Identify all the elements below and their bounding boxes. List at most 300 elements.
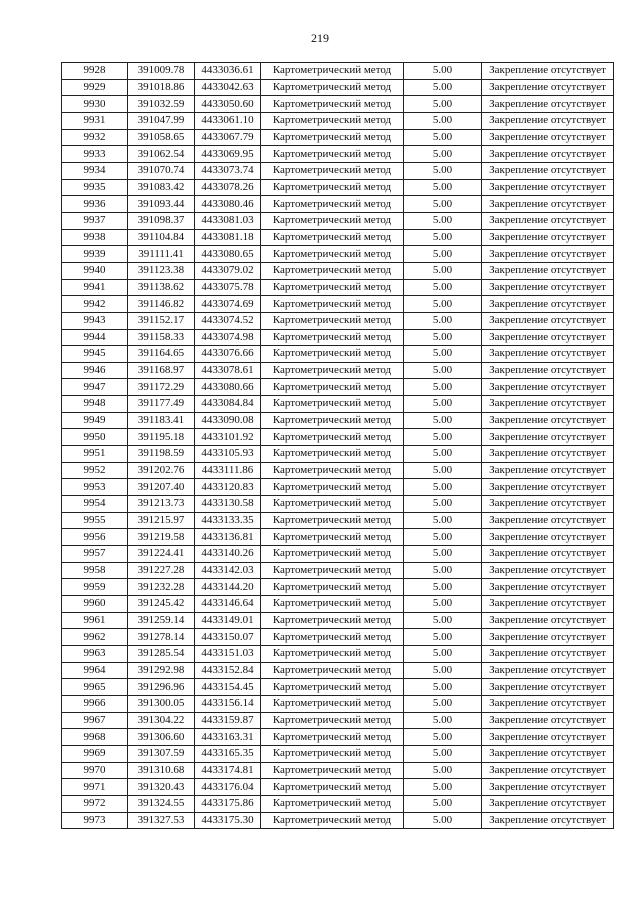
fixation-cell: Закрепление отсутствует bbox=[482, 512, 614, 529]
point-number-cell: 9944 bbox=[62, 329, 128, 346]
method-cell: Картометрический метод bbox=[261, 762, 404, 779]
fixation-cell: Закрепление отсутствует bbox=[482, 262, 614, 279]
page-number: 219 bbox=[311, 31, 329, 45]
fixation-cell: Закрепление отсутствует bbox=[482, 112, 614, 129]
point-number-cell: 9951 bbox=[62, 446, 128, 463]
accuracy-cell: 5.00 bbox=[404, 63, 482, 80]
method-cell: Картометрический метод bbox=[261, 512, 404, 529]
point-number-cell: 9965 bbox=[62, 679, 128, 696]
accuracy-cell: 5.00 bbox=[404, 745, 482, 762]
fixation-cell: Закрепление отсутствует bbox=[482, 329, 614, 346]
accuracy-cell: 5.00 bbox=[404, 229, 482, 246]
fixation-cell: Закрепление отсутствует bbox=[482, 662, 614, 679]
y-coordinate-cell: 4433080.65 bbox=[195, 246, 261, 263]
x-coordinate-cell: 391070.74 bbox=[128, 162, 195, 179]
point-number-cell: 9956 bbox=[62, 529, 128, 546]
method-cell: Картометрический метод bbox=[261, 162, 404, 179]
fixation-cell: Закрепление отсутствует bbox=[482, 629, 614, 646]
fixation-cell: Закрепление отсутствует bbox=[482, 246, 614, 263]
table-row bbox=[62, 396, 614, 413]
point-number-cell: 9948 bbox=[62, 396, 128, 413]
point-number-cell: 9967 bbox=[62, 712, 128, 729]
fixation-cell: Закрепление отсутствует bbox=[482, 729, 614, 746]
accuracy-cell: 5.00 bbox=[404, 512, 482, 529]
x-coordinate-cell: 391164.65 bbox=[128, 346, 195, 363]
accuracy-cell: 5.00 bbox=[404, 429, 482, 446]
accuracy-cell: 5.00 bbox=[404, 679, 482, 696]
method-cell: Картометрический метод bbox=[261, 562, 404, 579]
method-cell: Картометрический метод bbox=[261, 179, 404, 196]
point-number-cell: 9971 bbox=[62, 779, 128, 796]
method-cell: Картометрический метод bbox=[261, 429, 404, 446]
y-coordinate-cell: 4433130.58 bbox=[195, 496, 261, 513]
method-cell: Картометрический метод bbox=[261, 795, 404, 812]
point-number-cell: 9969 bbox=[62, 745, 128, 762]
y-coordinate-cell: 4433090.08 bbox=[195, 412, 261, 429]
accuracy-cell: 5.00 bbox=[404, 729, 482, 746]
point-number-cell: 9932 bbox=[62, 129, 128, 146]
x-coordinate-cell: 391146.82 bbox=[128, 296, 195, 313]
point-number-cell: 9958 bbox=[62, 562, 128, 579]
y-coordinate-cell: 4433036.61 bbox=[195, 63, 261, 80]
fixation-cell: Закрепление отсутствует bbox=[482, 479, 614, 496]
x-coordinate-cell: 391306.60 bbox=[128, 729, 195, 746]
accuracy-cell: 5.00 bbox=[404, 112, 482, 129]
method-cell: Картометрический метод bbox=[261, 695, 404, 712]
fixation-cell: Закрепление отсутствует bbox=[482, 162, 614, 179]
fixation-cell: Закрепление отсутствует bbox=[482, 362, 614, 379]
y-coordinate-cell: 4433142.03 bbox=[195, 562, 261, 579]
fixation-cell: Закрепление отсутствует bbox=[482, 196, 614, 213]
x-coordinate-cell: 391304.22 bbox=[128, 712, 195, 729]
point-number-cell: 9949 bbox=[62, 412, 128, 429]
method-cell: Картометрический метод bbox=[261, 546, 404, 563]
fixation-cell: Закрепление отсутствует bbox=[482, 529, 614, 546]
method-cell: Картометрический метод bbox=[261, 346, 404, 363]
method-cell: Картометрический метод bbox=[261, 645, 404, 662]
accuracy-cell: 5.00 bbox=[404, 96, 482, 113]
fixation-cell: Закрепление отсутствует bbox=[482, 279, 614, 296]
method-cell: Картометрический метод bbox=[261, 812, 404, 829]
fixation-cell: Закрепление отсутствует bbox=[482, 412, 614, 429]
fixation-cell: Закрепление отсутствует bbox=[482, 762, 614, 779]
accuracy-cell: 5.00 bbox=[404, 579, 482, 596]
table-row bbox=[62, 179, 614, 196]
y-coordinate-cell: 4433080.46 bbox=[195, 196, 261, 213]
y-coordinate-cell: 4433074.69 bbox=[195, 296, 261, 313]
x-coordinate-cell: 391232.28 bbox=[128, 579, 195, 596]
x-coordinate-cell: 391009.78 bbox=[128, 63, 195, 80]
point-number-cell: 9947 bbox=[62, 379, 128, 396]
x-coordinate-cell: 391224.41 bbox=[128, 546, 195, 563]
fixation-cell: Закрепление отсутствует bbox=[482, 596, 614, 613]
x-coordinate-cell: 391062.54 bbox=[128, 146, 195, 163]
method-cell: Картометрический метод bbox=[261, 146, 404, 163]
x-coordinate-cell: 391213.73 bbox=[128, 496, 195, 513]
point-number-cell: 9960 bbox=[62, 596, 128, 613]
y-coordinate-cell: 4433073.74 bbox=[195, 162, 261, 179]
fixation-cell: Закрепление отсутствует bbox=[482, 745, 614, 762]
accuracy-cell: 5.00 bbox=[404, 412, 482, 429]
y-coordinate-cell: 4433159.87 bbox=[195, 712, 261, 729]
table-row bbox=[62, 346, 614, 363]
y-coordinate-cell: 4433120.83 bbox=[195, 479, 261, 496]
accuracy-cell: 5.00 bbox=[404, 79, 482, 96]
fixation-cell: Закрепление отсутствует bbox=[482, 496, 614, 513]
y-coordinate-cell: 4433175.86 bbox=[195, 795, 261, 812]
y-coordinate-cell: 4433151.03 bbox=[195, 645, 261, 662]
fixation-cell: Закрепление отсутствует bbox=[482, 645, 614, 662]
point-number-cell: 9931 bbox=[62, 112, 128, 129]
method-cell: Картометрический метод bbox=[261, 679, 404, 696]
x-coordinate-cell: 391259.14 bbox=[128, 612, 195, 629]
y-coordinate-cell: 4433156.14 bbox=[195, 695, 261, 712]
point-number-cell: 9968 bbox=[62, 729, 128, 746]
method-cell: Картометрический метод bbox=[261, 729, 404, 746]
point-number-cell: 9970 bbox=[62, 762, 128, 779]
y-coordinate-cell: 4433074.98 bbox=[195, 329, 261, 346]
accuracy-cell: 5.00 bbox=[404, 795, 482, 812]
accuracy-cell: 5.00 bbox=[404, 712, 482, 729]
method-cell: Картометрический метод bbox=[261, 362, 404, 379]
accuracy-cell: 5.00 bbox=[404, 695, 482, 712]
accuracy-cell: 5.00 bbox=[404, 346, 482, 363]
accuracy-cell: 5.00 bbox=[404, 612, 482, 629]
point-number-cell: 9942 bbox=[62, 296, 128, 313]
x-coordinate-cell: 391327.53 bbox=[128, 812, 195, 829]
point-number-cell: 9929 bbox=[62, 79, 128, 96]
table-row bbox=[62, 296, 614, 313]
table-row bbox=[62, 379, 614, 396]
table-row bbox=[62, 479, 614, 496]
y-coordinate-cell: 4433050.60 bbox=[195, 96, 261, 113]
x-coordinate-cell: 391320.43 bbox=[128, 779, 195, 796]
x-coordinate-cell: 391310.68 bbox=[128, 762, 195, 779]
method-cell: Картометрический метод bbox=[261, 446, 404, 463]
accuracy-cell: 5.00 bbox=[404, 479, 482, 496]
y-coordinate-cell: 4433061.10 bbox=[195, 112, 261, 129]
accuracy-cell: 5.00 bbox=[404, 529, 482, 546]
table-row bbox=[62, 96, 614, 113]
table-row bbox=[62, 629, 614, 646]
method-cell: Картометрический метод bbox=[261, 612, 404, 629]
table-row bbox=[62, 579, 614, 596]
table-row bbox=[62, 695, 614, 712]
x-coordinate-cell: 391195.18 bbox=[128, 429, 195, 446]
x-coordinate-cell: 391296.96 bbox=[128, 679, 195, 696]
x-coordinate-cell: 391177.49 bbox=[128, 396, 195, 413]
point-number-cell: 9954 bbox=[62, 496, 128, 513]
point-number-cell: 9937 bbox=[62, 212, 128, 229]
table-row bbox=[62, 112, 614, 129]
accuracy-cell: 5.00 bbox=[404, 496, 482, 513]
table-row bbox=[62, 229, 614, 246]
table-row bbox=[62, 162, 614, 179]
method-cell: Картометрический метод bbox=[261, 779, 404, 796]
fixation-cell: Закрепление отсутствует bbox=[482, 129, 614, 146]
point-number-cell: 9952 bbox=[62, 462, 128, 479]
accuracy-cell: 5.00 bbox=[404, 645, 482, 662]
table-row bbox=[62, 596, 614, 613]
fixation-cell: Закрепление отсутствует bbox=[482, 812, 614, 829]
fixation-cell: Закрепление отсутствует bbox=[482, 795, 614, 812]
x-coordinate-cell: 391198.59 bbox=[128, 446, 195, 463]
fixation-cell: Закрепление отсутствует bbox=[482, 712, 614, 729]
point-number-cell: 9953 bbox=[62, 479, 128, 496]
accuracy-cell: 5.00 bbox=[404, 296, 482, 313]
method-cell: Картометрический метод bbox=[261, 462, 404, 479]
fixation-cell: Закрепление отсутствует bbox=[482, 146, 614, 163]
fixation-cell: Закрепление отсутствует bbox=[482, 229, 614, 246]
method-cell: Картометрический метод bbox=[261, 112, 404, 129]
accuracy-cell: 5.00 bbox=[404, 812, 482, 829]
table-row bbox=[62, 79, 614, 96]
table-row bbox=[62, 795, 614, 812]
x-coordinate-cell: 391278.14 bbox=[128, 629, 195, 646]
x-coordinate-cell: 391152.17 bbox=[128, 312, 195, 329]
y-coordinate-cell: 4433080.66 bbox=[195, 379, 261, 396]
y-coordinate-cell: 4433165.35 bbox=[195, 745, 261, 762]
method-cell: Картометрический метод bbox=[261, 396, 404, 413]
accuracy-cell: 5.00 bbox=[404, 329, 482, 346]
table-row bbox=[62, 679, 614, 696]
fixation-cell: Закрепление отсутствует bbox=[482, 462, 614, 479]
y-coordinate-cell: 4433084.84 bbox=[195, 396, 261, 413]
fixation-cell: Закрепление отсутствует bbox=[482, 695, 614, 712]
method-cell: Картометрический метод bbox=[261, 212, 404, 229]
y-coordinate-cell: 4433078.61 bbox=[195, 362, 261, 379]
table-row bbox=[62, 429, 614, 446]
y-coordinate-cell: 4433133.35 bbox=[195, 512, 261, 529]
point-number-cell: 9945 bbox=[62, 346, 128, 363]
x-coordinate-cell: 391219.58 bbox=[128, 529, 195, 546]
y-coordinate-cell: 4433154.45 bbox=[195, 679, 261, 696]
fixation-cell: Закрепление отсутствует bbox=[482, 179, 614, 196]
fixation-cell: Закрепление отсутствует bbox=[482, 562, 614, 579]
x-coordinate-cell: 391032.59 bbox=[128, 96, 195, 113]
y-coordinate-cell: 4433076.66 bbox=[195, 346, 261, 363]
fixation-cell: Закрепление отсутствует bbox=[482, 429, 614, 446]
table-row bbox=[62, 362, 614, 379]
accuracy-cell: 5.00 bbox=[404, 246, 482, 263]
fixation-cell: Закрепление отсутствует bbox=[482, 212, 614, 229]
x-coordinate-cell: 391168.97 bbox=[128, 362, 195, 379]
method-cell: Картометрический метод bbox=[261, 712, 404, 729]
x-coordinate-cell: 391104.84 bbox=[128, 229, 195, 246]
fixation-cell: Закрепление отсутствует bbox=[482, 296, 614, 313]
accuracy-cell: 5.00 bbox=[404, 462, 482, 479]
table-row bbox=[62, 712, 614, 729]
method-cell: Картометрический метод bbox=[261, 596, 404, 613]
fixation-cell: Закрепление отсутствует bbox=[482, 96, 614, 113]
accuracy-cell: 5.00 bbox=[404, 629, 482, 646]
y-coordinate-cell: 4433078.26 bbox=[195, 179, 261, 196]
table-row bbox=[62, 329, 614, 346]
point-number-cell: 9946 bbox=[62, 362, 128, 379]
table-row bbox=[62, 745, 614, 762]
point-number-cell: 9940 bbox=[62, 262, 128, 279]
y-coordinate-cell: 4433149.01 bbox=[195, 612, 261, 629]
table-row bbox=[62, 446, 614, 463]
table-row bbox=[62, 496, 614, 513]
y-coordinate-cell: 4433175.30 bbox=[195, 812, 261, 829]
x-coordinate-cell: 391183.41 bbox=[128, 412, 195, 429]
x-coordinate-cell: 391138.62 bbox=[128, 279, 195, 296]
method-cell: Картометрический метод bbox=[261, 296, 404, 313]
accuracy-cell: 5.00 bbox=[404, 396, 482, 413]
accuracy-cell: 5.00 bbox=[404, 146, 482, 163]
point-number-cell: 9928 bbox=[62, 63, 128, 80]
x-coordinate-cell: 391245.42 bbox=[128, 596, 195, 613]
fixation-cell: Закрепление отсутствует bbox=[482, 546, 614, 563]
accuracy-cell: 5.00 bbox=[404, 212, 482, 229]
fixation-cell: Закрепление отсутствует bbox=[482, 346, 614, 363]
y-coordinate-cell: 4433069.95 bbox=[195, 146, 261, 163]
accuracy-cell: 5.00 bbox=[404, 362, 482, 379]
y-coordinate-cell: 4433174.81 bbox=[195, 762, 261, 779]
table-row bbox=[62, 612, 614, 629]
y-coordinate-cell: 4433163.31 bbox=[195, 729, 261, 746]
fixation-cell: Закрепление отсутствует bbox=[482, 396, 614, 413]
table-row bbox=[62, 63, 614, 80]
table-row bbox=[62, 529, 614, 546]
y-coordinate-cell: 4433067.79 bbox=[195, 129, 261, 146]
method-cell: Картометрический метод bbox=[261, 312, 404, 329]
method-cell: Картометрический метод bbox=[261, 96, 404, 113]
point-number-cell: 9936 bbox=[62, 196, 128, 213]
y-coordinate-cell: 4433042.63 bbox=[195, 79, 261, 96]
method-cell: Картометрический метод bbox=[261, 262, 404, 279]
point-number-cell: 9938 bbox=[62, 229, 128, 246]
accuracy-cell: 5.00 bbox=[404, 662, 482, 679]
x-coordinate-cell: 391093.44 bbox=[128, 196, 195, 213]
table-row bbox=[62, 546, 614, 563]
y-coordinate-cell: 4433140.26 bbox=[195, 546, 261, 563]
point-number-cell: 9961 bbox=[62, 612, 128, 629]
table-row bbox=[62, 246, 614, 263]
accuracy-cell: 5.00 bbox=[404, 262, 482, 279]
y-coordinate-cell: 4433075.78 bbox=[195, 279, 261, 296]
fixation-cell: Закрепление отсутствует bbox=[482, 612, 614, 629]
table-row bbox=[62, 512, 614, 529]
accuracy-cell: 5.00 bbox=[404, 596, 482, 613]
method-cell: Картометрический метод bbox=[261, 196, 404, 213]
method-cell: Картометрический метод bbox=[261, 529, 404, 546]
fixation-cell: Закрепление отсутствует bbox=[482, 79, 614, 96]
method-cell: Картометрический метод bbox=[261, 329, 404, 346]
accuracy-cell: 5.00 bbox=[404, 279, 482, 296]
table-row bbox=[62, 729, 614, 746]
y-coordinate-cell: 4433150.07 bbox=[195, 629, 261, 646]
accuracy-cell: 5.00 bbox=[404, 562, 482, 579]
accuracy-cell: 5.00 bbox=[404, 312, 482, 329]
point-number-cell: 9963 bbox=[62, 645, 128, 662]
x-coordinate-cell: 391172.29 bbox=[128, 379, 195, 396]
point-number-cell: 9943 bbox=[62, 312, 128, 329]
x-coordinate-cell: 391123.38 bbox=[128, 262, 195, 279]
y-coordinate-cell: 4433111.86 bbox=[195, 462, 261, 479]
fixation-cell: Закрепление отсутствует bbox=[482, 679, 614, 696]
x-coordinate-cell: 391158.33 bbox=[128, 329, 195, 346]
table-row bbox=[62, 779, 614, 796]
accuracy-cell: 5.00 bbox=[404, 779, 482, 796]
table-row bbox=[62, 662, 614, 679]
x-coordinate-cell: 391215.97 bbox=[128, 512, 195, 529]
method-cell: Картометрический метод bbox=[261, 246, 404, 263]
method-cell: Картометрический метод bbox=[261, 129, 404, 146]
table-row bbox=[62, 129, 614, 146]
point-number-cell: 9972 bbox=[62, 795, 128, 812]
y-coordinate-cell: 4433074.52 bbox=[195, 312, 261, 329]
fixation-cell: Закрепление отсутствует bbox=[482, 579, 614, 596]
x-coordinate-cell: 391018.86 bbox=[128, 79, 195, 96]
point-number-cell: 9941 bbox=[62, 279, 128, 296]
table-row bbox=[62, 279, 614, 296]
x-coordinate-cell: 391307.59 bbox=[128, 745, 195, 762]
fixation-cell: Закрепление отсутствует bbox=[482, 446, 614, 463]
point-number-cell: 9964 bbox=[62, 662, 128, 679]
fixation-cell: Закрепление отсутствует bbox=[482, 312, 614, 329]
table-row bbox=[62, 212, 614, 229]
accuracy-cell: 5.00 bbox=[404, 762, 482, 779]
y-coordinate-cell: 4433136.81 bbox=[195, 529, 261, 546]
point-number-cell: 9955 bbox=[62, 512, 128, 529]
point-number-cell: 9959 bbox=[62, 579, 128, 596]
method-cell: Картометрический метод bbox=[261, 412, 404, 429]
y-coordinate-cell: 4433144.20 bbox=[195, 579, 261, 596]
y-coordinate-cell: 4433081.03 bbox=[195, 212, 261, 229]
point-number-cell: 9935 bbox=[62, 179, 128, 196]
y-coordinate-cell: 4433146.64 bbox=[195, 596, 261, 613]
x-coordinate-cell: 391292.98 bbox=[128, 662, 195, 679]
method-cell: Картометрический метод bbox=[261, 63, 404, 80]
coordinates-table-body bbox=[62, 63, 614, 829]
fixation-cell: Закрепление отсутствует bbox=[482, 379, 614, 396]
coordinates-table bbox=[61, 62, 614, 829]
table-row bbox=[62, 196, 614, 213]
table-row bbox=[62, 762, 614, 779]
y-coordinate-cell: 4433079.02 bbox=[195, 262, 261, 279]
table-row bbox=[62, 645, 614, 662]
point-number-cell: 9957 bbox=[62, 546, 128, 563]
method-cell: Картометрический метод bbox=[261, 745, 404, 762]
fixation-cell: Закрепление отсутствует bbox=[482, 63, 614, 80]
table-row bbox=[62, 412, 614, 429]
y-coordinate-cell: 4433176.04 bbox=[195, 779, 261, 796]
x-coordinate-cell: 391202.76 bbox=[128, 462, 195, 479]
table-row bbox=[62, 146, 614, 163]
x-coordinate-cell: 391098.37 bbox=[128, 212, 195, 229]
x-coordinate-cell: 391324.55 bbox=[128, 795, 195, 812]
method-cell: Картометрический метод bbox=[261, 479, 404, 496]
method-cell: Картометрический метод bbox=[261, 662, 404, 679]
accuracy-cell: 5.00 bbox=[404, 446, 482, 463]
x-coordinate-cell: 391285.54 bbox=[128, 645, 195, 662]
accuracy-cell: 5.00 bbox=[404, 179, 482, 196]
point-number-cell: 9933 bbox=[62, 146, 128, 163]
method-cell: Картометрический метод bbox=[261, 279, 404, 296]
x-coordinate-cell: 391207.40 bbox=[128, 479, 195, 496]
method-cell: Картометрический метод bbox=[261, 496, 404, 513]
accuracy-cell: 5.00 bbox=[404, 196, 482, 213]
method-cell: Картометрический метод bbox=[261, 379, 404, 396]
accuracy-cell: 5.00 bbox=[404, 129, 482, 146]
y-coordinate-cell: 4433101.92 bbox=[195, 429, 261, 446]
point-number-cell: 9934 bbox=[62, 162, 128, 179]
point-number-cell: 9930 bbox=[62, 96, 128, 113]
x-coordinate-cell: 391300.05 bbox=[128, 695, 195, 712]
fixation-cell: Закрепление отсутствует bbox=[482, 779, 614, 796]
